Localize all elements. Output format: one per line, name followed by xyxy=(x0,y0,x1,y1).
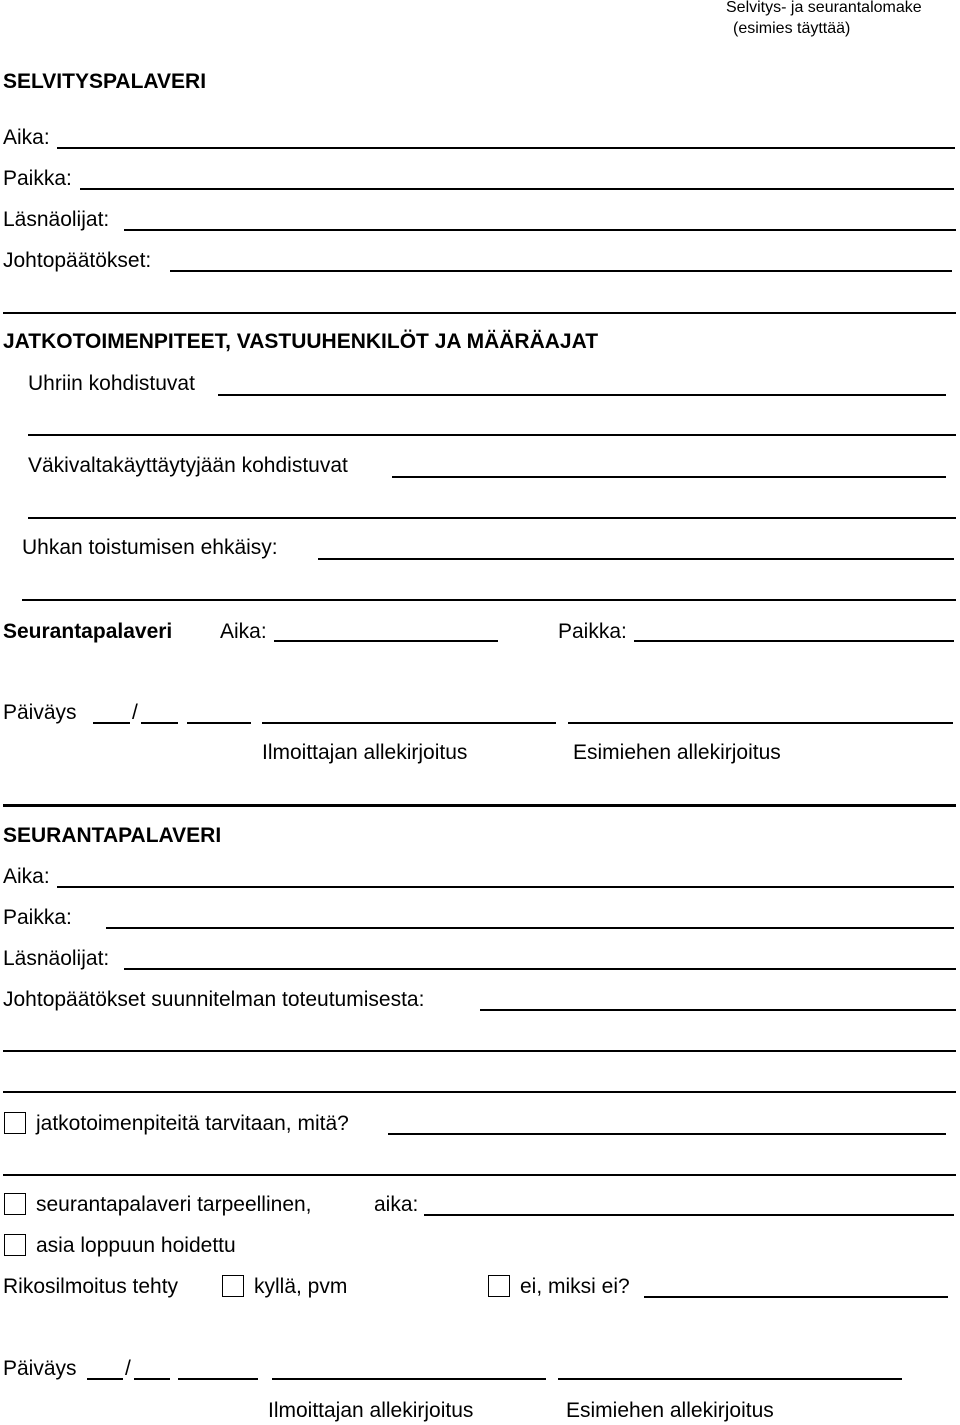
jatkotoimenpiteet-checkbox[interactable] xyxy=(4,1112,26,1134)
section-divider xyxy=(3,804,956,807)
seuranta-paikka-label: Paikka: xyxy=(558,620,627,643)
uhka-extra-line[interactable] xyxy=(22,599,956,601)
date2-year-field[interactable] xyxy=(178,1378,258,1380)
seuranta2-lasnaolijat-label: Läsnäolijat: xyxy=(3,947,110,970)
paivays2-label: Päiväys xyxy=(3,1357,77,1380)
date2-month-field[interactable] xyxy=(134,1378,170,1380)
seuranta2-lasnaolijat-field[interactable] xyxy=(124,968,956,970)
seurantapalaveri-checkbox[interactable] xyxy=(4,1193,26,1215)
paikka-label: Paikka: xyxy=(3,167,72,190)
uhri-extra-line[interactable] xyxy=(28,434,956,436)
esimies-signature-line[interactable] xyxy=(568,722,953,724)
loppuun-hoidettu-label: asia loppuun hoidettu xyxy=(36,1234,236,1257)
aika-field[interactable] xyxy=(57,147,955,149)
ilmoittaja-signature-line[interactable] xyxy=(262,722,556,724)
seuranta2-johtopaatokset-field[interactable] xyxy=(480,1009,956,1011)
seuranta2-extra-line-1[interactable] xyxy=(3,1050,956,1052)
jatkotoimenpiteet-extra-line[interactable] xyxy=(3,1174,956,1176)
ei-checkbox[interactable] xyxy=(488,1275,510,1297)
esimies2-signature-line[interactable] xyxy=(558,1378,902,1380)
uhri-field[interactable] xyxy=(218,394,946,396)
esimies2-signature-label: Esimiehen allekirjoitus xyxy=(566,1399,774,1422)
lasnaolijat-label: Läsnäolijat: xyxy=(3,208,110,231)
section-title-selvityspalaveri: SELVITYSPALAVERI xyxy=(3,70,207,93)
johtopaatokset-extra-line[interactable] xyxy=(3,312,956,314)
seurantapalaveri-checkbox-label: seurantapalaveri tarpeellinen, xyxy=(36,1193,312,1216)
uhka-field[interactable] xyxy=(318,558,954,560)
jatkotoimenpiteet-field[interactable] xyxy=(388,1133,946,1135)
seuranta-aika-label: Aika: xyxy=(220,620,267,643)
ei-miksi-field[interactable] xyxy=(644,1296,948,1298)
seuranta2-aika-field[interactable] xyxy=(57,886,954,888)
seuranta2-paikka-label: Paikka: xyxy=(3,906,72,929)
date-separator: / xyxy=(132,701,138,724)
section-title-seurantapalaveri: SEURANTAPALAVERI xyxy=(3,824,222,847)
kylla-checkbox[interactable] xyxy=(222,1275,244,1297)
seuranta2-extra-line-2[interactable] xyxy=(3,1091,956,1093)
form-filler-note: (esimies täyttää) xyxy=(733,20,851,37)
form-type-label: Selvitys- ja seurantalomake xyxy=(726,0,922,16)
seurantapalaveri-aika-field[interactable] xyxy=(424,1214,954,1216)
seuranta2-paikka-field[interactable] xyxy=(106,927,954,929)
section-title-jatkotoimenpiteet: JATKOTOIMENPITEET, VASTUUHENKILÖT JA MÄÄRÄAJAT xyxy=(3,330,599,353)
paikka-field[interactable] xyxy=(80,188,954,190)
jatkotoimenpiteet-checkbox-label: jatkotoimenpiteitä tarvitaan, mitä? xyxy=(36,1112,349,1135)
date2-separator: / xyxy=(125,1357,131,1380)
seurantapalaveri-label: Seurantapalaveri xyxy=(3,620,173,643)
seuranta-paikka-field[interactable] xyxy=(634,640,954,642)
seuranta2-aika-label: Aika: xyxy=(3,865,50,888)
aika-label: Aika: xyxy=(3,126,50,149)
paivays-label: Päiväys xyxy=(3,701,77,724)
rikosilmoitus-label: Rikosilmoitus tehty xyxy=(3,1275,179,1298)
lasnaolijat-field[interactable] xyxy=(124,229,956,231)
uhri-label: Uhriin kohdistuvat xyxy=(28,372,195,395)
seuranta2-johtopaatokset-label: Johtopäätökset suunnitelman toteutumisesta: xyxy=(3,988,425,1011)
seurantapalaveri-aika-label: aika: xyxy=(374,1193,419,1216)
ilmoittaja-signature-label: Ilmoittajan allekirjoitus xyxy=(262,741,468,764)
esimies-signature-label: Esimiehen allekirjoitus xyxy=(573,741,781,764)
date-day-field[interactable] xyxy=(93,722,130,724)
uhka-label: Uhkan toistumisen ehkäisy: xyxy=(22,536,278,559)
date-year-field[interactable] xyxy=(187,722,251,724)
ei-label: ei, miksi ei? xyxy=(520,1275,630,1298)
date2-day-field[interactable] xyxy=(87,1378,123,1380)
johtopaatokset-label: Johtopäätökset: xyxy=(3,249,152,272)
date-month-field[interactable] xyxy=(141,722,178,724)
loppuun-hoidettu-checkbox[interactable] xyxy=(4,1234,26,1256)
vakivalta-field[interactable] xyxy=(392,476,946,478)
seuranta-aika-field[interactable] xyxy=(274,640,498,642)
ilmoittaja2-signature-label: Ilmoittajan allekirjoitus xyxy=(268,1399,474,1422)
vakivalta-label: Väkivaltakäyttäytyjään kohdistuvat xyxy=(28,454,348,477)
ilmoittaja2-signature-line[interactable] xyxy=(272,1378,546,1380)
kylla-label: kyllä, pvm xyxy=(254,1275,348,1298)
vakivalta-extra-line[interactable] xyxy=(28,517,956,519)
johtopaatokset-field[interactable] xyxy=(170,270,952,272)
